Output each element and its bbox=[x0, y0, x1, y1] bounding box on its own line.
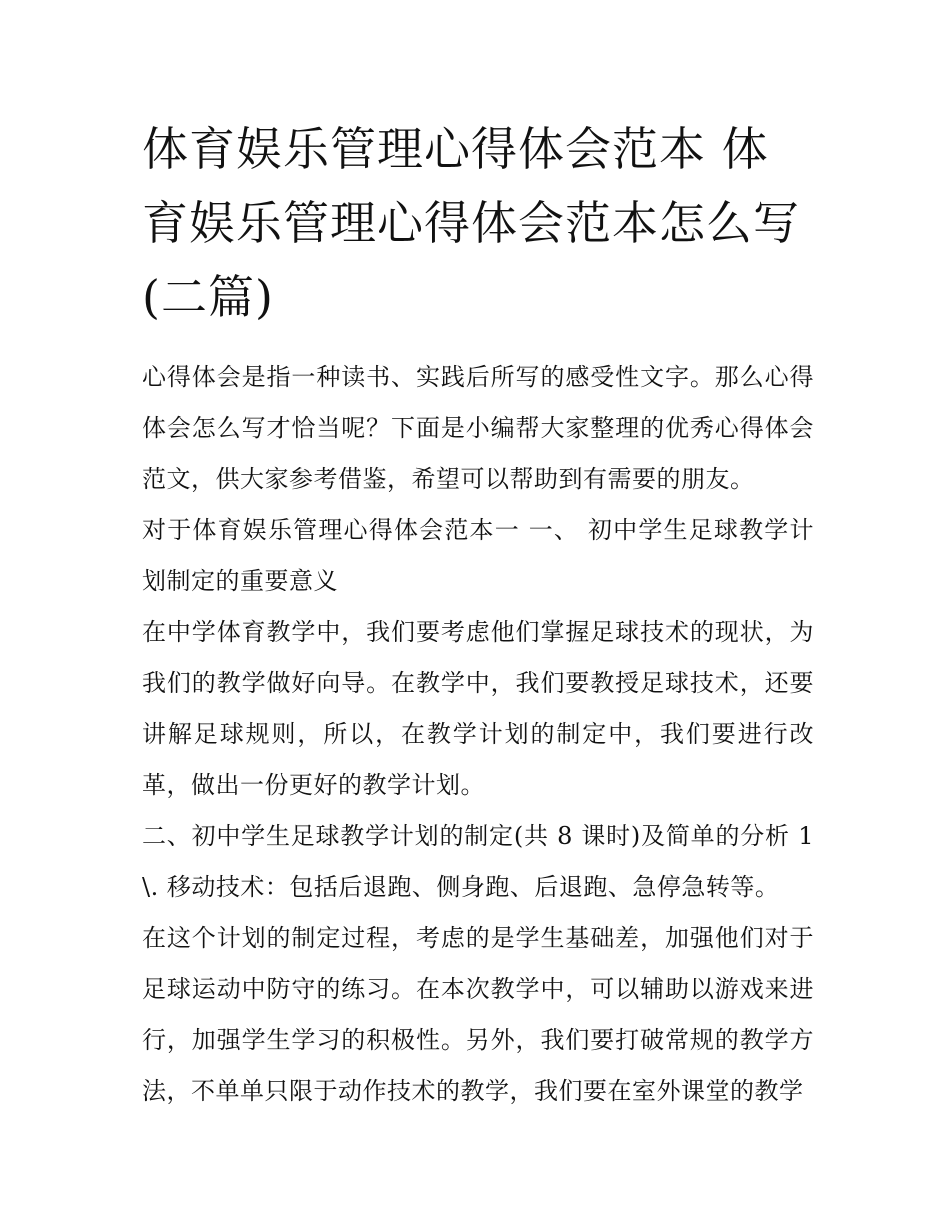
paragraph-intro: 心得体会是指一种读书、实践后所写的感受性文字。那么心得体会怎么写才恰当呢？下面是小编帮大家整理的优秀心得体会范文，供大家参考借鉴，希望可以帮助到有需要的朋友。 bbox=[142, 363, 814, 493]
paragraph-plan-process: 在这个计划的制定过程，考虑的是学生基础差，加强他们对于足球运动中防守的练习。在本次教学中，可以辅助以游戏来进行，加强学生学习的积极性。另外，我们要打破常规的教学方法，不单单只限于动作技术的教学，我们要在室外课堂的教学 bbox=[142, 924, 814, 1105]
paragraph-section-two-heading: 二、初中学生足球教学计划的制定(共 8 课时)及简单的分析 1\. 移动技术：包括后退跑、侧身跑、后退跑、急停急转等。 bbox=[142, 822, 814, 901]
paragraph-teaching-status: 在中学体育教学中，我们要考虑他们掌握足球技术的现状，为我们的教学做好向导。在教学中，我们要教授足球技术，还要讲解足球规则，所以，在教学计划的制定中，我们要进行改革，做出一份更好的教学计划。 bbox=[142, 618, 814, 799]
paragraph-section-one-heading: 对于体育娱乐管理心得体会范本一 一、 初中学生足球教学计划制定的重要意义 bbox=[142, 516, 814, 595]
document-body bbox=[142, 352, 814, 1117]
document-page bbox=[142, 112, 814, 1117]
document-title: 体育娱乐管理心得体会范本 体育娱乐管理心得体会范本怎么写(二篇) bbox=[142, 122, 800, 324]
